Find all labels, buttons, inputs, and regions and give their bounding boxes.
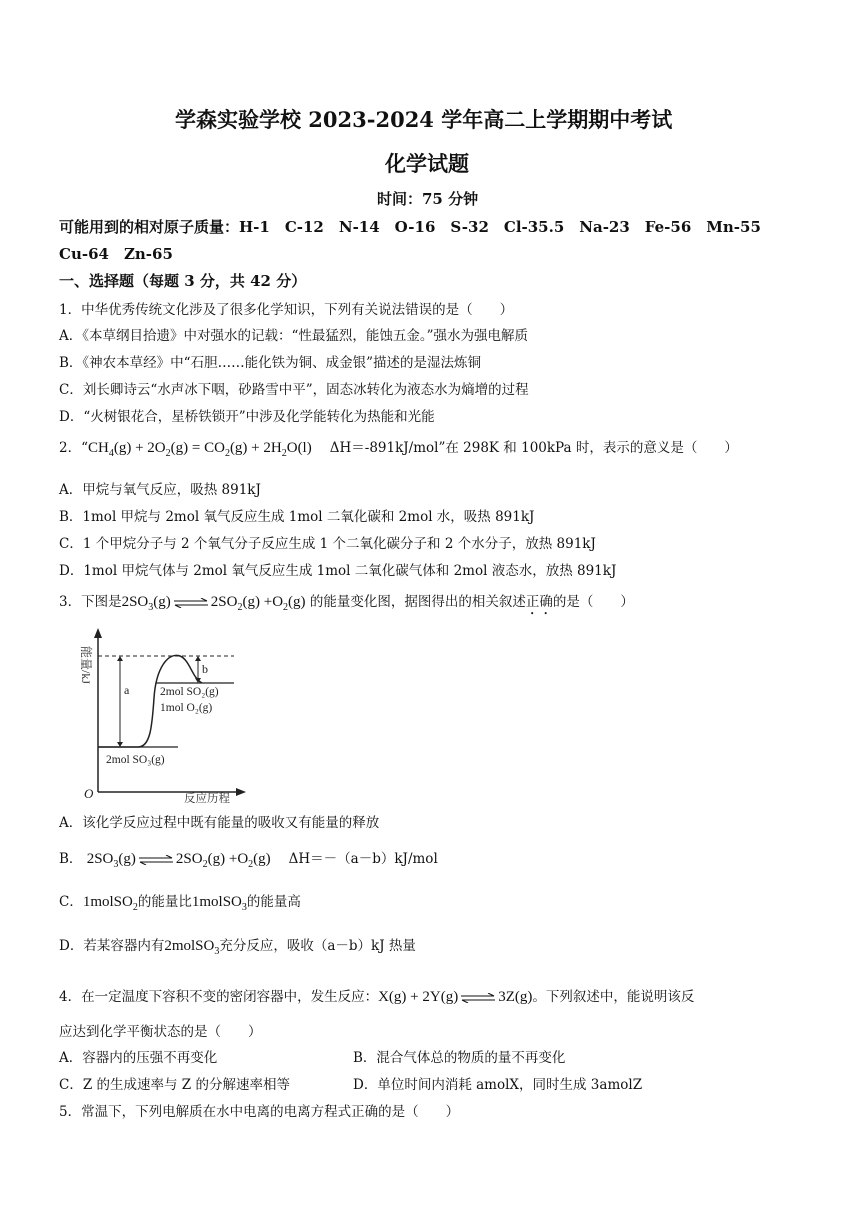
label-a: a xyxy=(124,683,130,697)
q5-stem: 5．常温下，下列电解质在水中电离的电离方程式正确的是（ ） xyxy=(59,1104,460,1120)
q4-stem-line2: 应达到化学平衡状态的是（ ） xyxy=(59,1024,262,1040)
q1-option-d: D．“火树银花合，星桥铁锁开”中涉及化学能转化为热能和光能 xyxy=(59,409,435,425)
q2-option-a: A．甲烷与氧气反应，吸热 891kJ xyxy=(59,482,261,498)
label-upper1: 2mol SO₂(g) xyxy=(160,686,219,698)
q3-stem: 3．下图是$2SO_3(g)$ $2SO_2(g) +O_2(g)$ 的能量变化图，据图得出的相关叙述正确的是（ ） xyxy=(59,594,634,613)
atomic-masses-line1: 可能用到的相对原子质量：H-1 C-12 N-14 O-16 S-32 Cl-35.5 Na-23 Fe-56 Mn-55 xyxy=(59,218,761,236)
exam-subtitle: 化学试题 xyxy=(385,151,469,176)
label-b: b xyxy=(202,662,208,676)
x-axis-arrow xyxy=(236,788,246,796)
section-heading: 一、选择题（每题 3 分，共 42 分） xyxy=(59,272,307,290)
exam-title: 学森实验学校 2023-2024 学年高二上学期期中考试 xyxy=(175,107,673,132)
q3-option-c: C．1molSO$_2$的能量比1molSO$_3$的能量高 xyxy=(59,894,301,913)
q2-stem: 2．“$CH_4(g) + 2O_2(g) = CO_2(g) + 2H_2O(l)$ ΔH＝-891kJ/mol”在 298K 和 100kPa 时，表示的意义是（ ） xyxy=(59,440,738,459)
q4-option-b: B．混合气体总的物质的量不再变化 xyxy=(353,1050,566,1066)
label-lower: 2mol SO₃(g) xyxy=(106,754,165,766)
exam-time: 时间：75 分钟 xyxy=(377,190,479,208)
q4-stem: 4．在一定温度下容积不变的密闭容器中，发生反应：X(g) + 2Y(g) 3Z(g)。下列叙述中，能说明该反 xyxy=(59,989,695,1005)
q1-stem: 1．中华优秀传统文化涉及了很多化学知识，下列有关说法错误的是（ ） xyxy=(59,302,514,318)
q2-option-c: C．1 个甲烷分子与 2 个氧气分子反应生成 1 个二氧化碳分子和 2 个水分子，放热 891kJ xyxy=(59,536,596,552)
q3-option-d: D．若某容器内有2molSO$_3$充分反应，吸收（a－b）kJ 热量 xyxy=(59,938,416,957)
x-axis-label: 反应历程 xyxy=(184,793,230,803)
q4-option-c: C．Z 的生成速率与 Z 的分解速率相等 xyxy=(59,1077,290,1093)
q2-option-b: B．1mol 甲烷与 2mol 氧气反应生成 1mol 二氧化碳和 2mol 水，吸热 891kJ xyxy=(59,509,535,525)
q4-option-d: D．单位时间内消耗 amolX，同时生成 3amolZ xyxy=(353,1077,643,1093)
q4-option-a: A．容器内的压强不再变化 xyxy=(59,1050,218,1066)
y-axis-arrow xyxy=(94,628,102,638)
q1-option-b: B．《神农本草经》中“石胆……能化铁为铜、成金银”描述的是湿法炼铜 xyxy=(59,355,481,371)
label-upper2: 1mol O₂(g) xyxy=(160,702,213,714)
origin-label: O xyxy=(84,786,94,801)
atomic-masses-line2: Cu-64 Zn-65 xyxy=(59,245,173,263)
energy-diagram xyxy=(68,628,248,803)
q2-option-d: D．1mol 甲烷气体与 2mol 氧气反应生成 1mol 二氧化碳气体和 2mol 液态水，放热 891kJ xyxy=(59,563,617,579)
y-axis-label: 能量/kJ xyxy=(79,646,93,685)
q1-option-c: C．刘长卿诗云“水声冰下咽，砂路雪中平”，固态冰转化为液态水为熵增的过程 xyxy=(59,382,529,398)
q1-option-a: A．《本草纲目拾遗》中对强水的记载：“性最猛烈，能蚀五金。”强水为强电解质 xyxy=(59,328,529,344)
q3-option-a: A．该化学反应过程中既有能量的吸收又有能量的释放 xyxy=(59,815,380,831)
q3-option-b: B． $2SO_3(g)$ $2SO_2(g) +O_2(g)$ ΔH＝－（a－b）kJ/mol xyxy=(59,851,438,870)
